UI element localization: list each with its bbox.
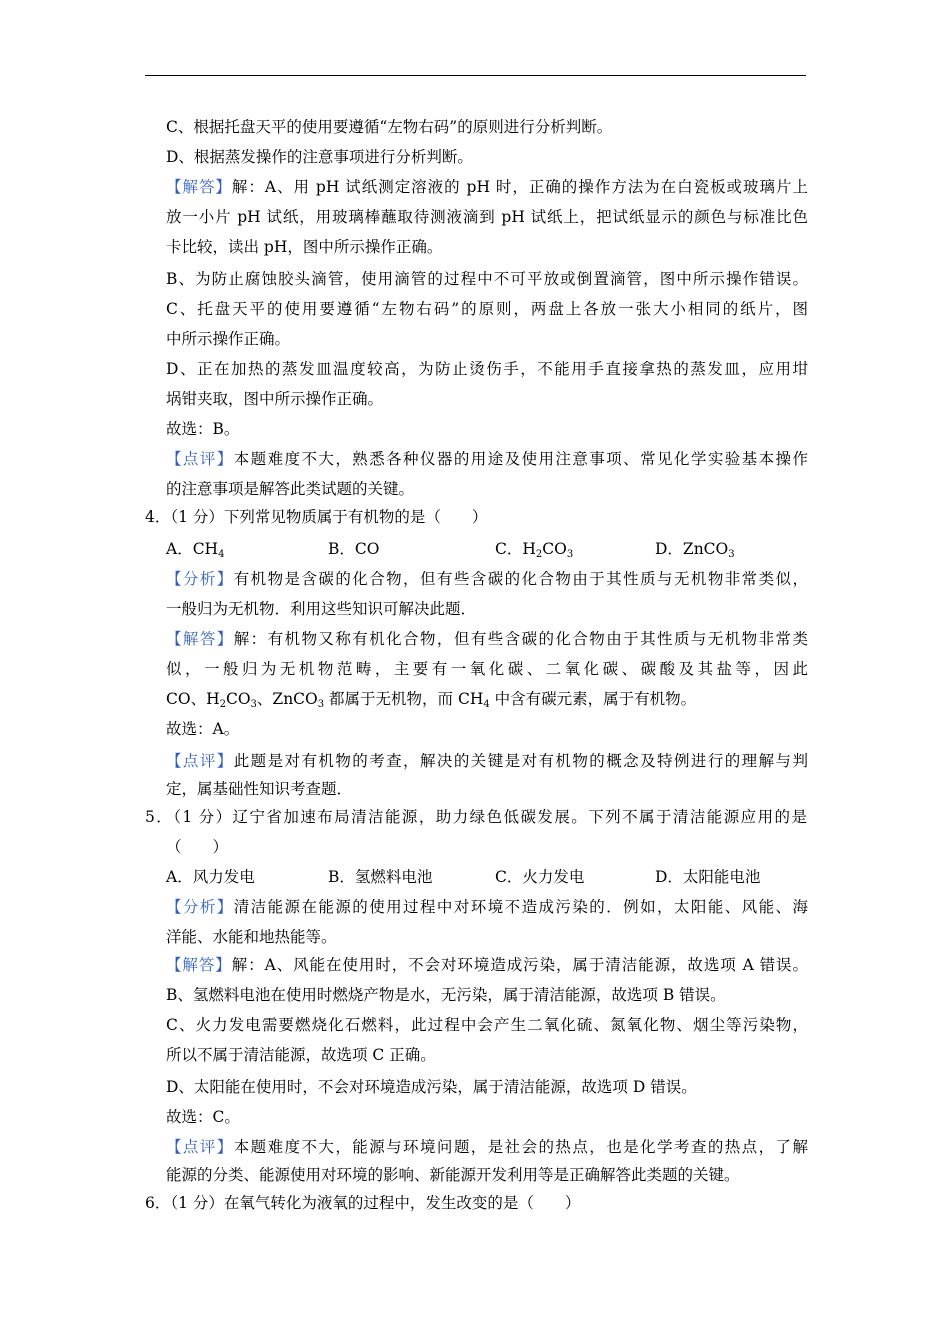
q5-answer-c2: 所以不属于清洁能源，故选项 C 正确。 [166, 1046, 436, 1064]
q6-stem: 6．（1 分）在氧气转化为液氧的过程中，发生改变的是（ ） [145, 1194, 581, 1212]
q3-analysis-c: C、根据托盘天平的使用要遵循“左物右码”的原则进行分析判断。 [166, 118, 613, 136]
answer-tag: 【解答】 [166, 630, 234, 648]
answer-tag: 【解答】 [166, 956, 232, 974]
q5-stem-line2: （ ） [166, 838, 229, 856]
q3-choice: 故选：B。 [166, 420, 240, 438]
q4-analysis-line1: 【分析】有机物是含碳的化合物，但有些含碳的化合物由于其性质与无机物非常类似， [166, 570, 808, 588]
analysis-tag: 【分析】 [166, 898, 234, 916]
q5-comment-line2: 能源的分类、能源使用对环境的影响、新能源开发利用等是正确解答此类题的关键。 [166, 1166, 740, 1184]
q5-analysis-line1: 【分析】清洁能源在能源的使用过程中对环境不造成污染的．例如，太阳能、风能、海 [166, 898, 808, 916]
q4-comment-line2: 定，属基础性知识考查题． [166, 780, 353, 798]
q5-analysis-line2: 洋能、水能和地热能等。 [166, 928, 337, 946]
q3-answer-c2: 中所示操作正确。 [166, 330, 291, 348]
q4-option-d: D．ZnCO$_3$ [655, 540, 735, 560]
q3-answer-line1: 【解答】解：A、用 pH 试纸测定溶液的 pH 时，正确的操作方法为在白瓷板或玻璃片上 [166, 178, 808, 196]
q3-answer-d1: D、正在加热的蒸发皿温度较高，为防止烫伤手，不能用手直接拿热的蒸发皿，应用坩 [166, 360, 808, 378]
q4-choice: 故选：A。 [166, 720, 240, 738]
q3-analysis-d: D、根据蒸发操作的注意事项进行分析判断。 [166, 148, 473, 166]
q5-option-b: B．氢燃料电池 [328, 868, 433, 886]
q3-answer-d2: 埚钳夹取，图中所示操作正确。 [166, 390, 384, 408]
comment-tag: 【点评】 [166, 450, 234, 468]
q3-answer-line2: 放一小片 pH 试纸，用玻璃棒蘸取待测液滴到 pH 试纸上，把试纸显示的颜色与标准比色 [166, 208, 808, 226]
q5-answer-c1: C、火力发电需要燃烧化石燃料，此过程中会产生二氧化硫、氮氧化物、烟尘等污染物， [166, 1016, 808, 1034]
q4-option-a: A．$CH_4$ [166, 540, 225, 560]
q5-choice: 故选：C。 [166, 1108, 240, 1126]
comment-tag: 【点评】 [166, 752, 234, 770]
q5-comment-line1: 【点评】本题难度不大，能源与环境问题，是社会的热点，也是化学考查的热点，了解 [166, 1138, 808, 1156]
q4-option-b: B．CO [328, 540, 380, 558]
q3-answer-c1: C、托盘天平的使用要遵循“左物右码”的原则，两盘上各放一张大小相同的纸片，图 [166, 300, 808, 318]
q5-answer-line1: 【解答】解：A、风能在使用时，不会对环境造成污染，属于清洁能源，故选项 A 错误。 [166, 956, 808, 974]
q4-comment-line1: 【点评】此题是对有机物的考查，解决的关键是对有机物的概念及特例进行的理解与判 [166, 752, 808, 770]
answer-tag: 【解答】 [166, 178, 232, 196]
q4-answer-line1: 【解答】解：有机物又称有机化合物，但有些含碳的化合物由于其性质与无机物非常类 [166, 630, 808, 648]
q4-answer-line3: CO、$H_2CO_3$、ZnCO$_3$ 都属于无机物，而 $CH_4$ 中含有碳元素，属于有机物。 [166, 690, 697, 710]
q4-analysis-line2: 一般归为无机物．利用这些知识可解决此题． [166, 600, 477, 618]
q4-stem: 4．（1 分）下列常见物质属于有机物的是（ ） [145, 508, 488, 526]
q5-option-d: D．太阳能电池 [655, 868, 761, 886]
q5-answer-d: D、太阳能在使用时，不会对环境造成污染，属于清洁能源，故选项 D 错误。 [166, 1078, 697, 1096]
q5-answer-b: B、氢燃料电池在使用时燃烧产物是水，无污染，属于清洁能源，故选项 B 错误。 [166, 986, 726, 1004]
q4-answer-line2: 似，一般归为无机物范畴，主要有一氧化碳、二氧化碳、碳酸及其盐等，因此 [166, 660, 808, 678]
q3-answer-b: B、为防止腐蚀胶头滴管，使用滴管的过程中不可平放或倒置滴管，图中所示操作错误。 [166, 270, 808, 288]
q3-comment-line2: 的注意事项是解答此类试题的关键。 [166, 480, 415, 498]
q4-option-c: C．$H_2CO_3$ [495, 540, 574, 560]
q3-comment-line1: 【点评】本题难度不大，熟悉各种仪器的用途及使用注意事项、常见化学实验基本操作 [166, 450, 808, 468]
q5-stem-line1: 5．（1 分）辽宁省加速布局清洁能源，助力绿色低碳发展。下列不属于清洁能源应用的是 [145, 808, 807, 826]
comment-tag: 【点评】 [166, 1138, 234, 1156]
header-rule [145, 75, 806, 76]
q5-option-a: A．风力发电 [166, 868, 255, 886]
analysis-tag: 【分析】 [166, 570, 234, 588]
q5-option-c: C．火力发电 [495, 868, 585, 886]
q3-answer-line3: 卡比较，读出 pH，图中所示操作正确。 [166, 238, 443, 256]
